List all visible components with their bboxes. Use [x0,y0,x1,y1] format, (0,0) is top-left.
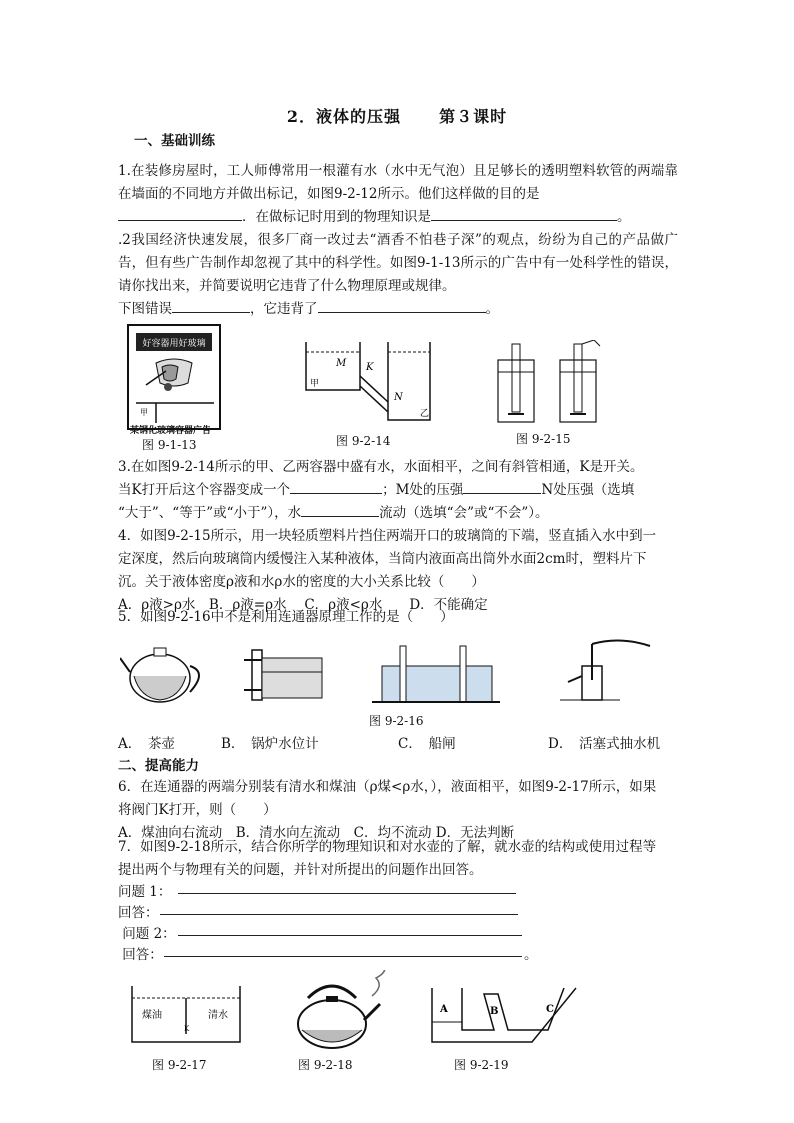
q7-question-2-line[interactable] [178,935,522,936]
section-basic: 一、基础训练 [134,133,215,149]
q1-mid: ．在做标记时用到的物理知识是 [242,209,431,225]
q3-l2b: ；M处的压强 [382,482,464,498]
q3-line-2 [118,479,678,502]
connected-vessels-examples [120,636,680,716]
q1-text: 1.在装修房屋时，工人师傅常用一根灌有水（水中无气泡）且足够长的透明塑料软管的两端靠在墙面的不同地方并做出标记，如图9-2-12所示。他们这样做的目的是 [118,163,678,202]
figure-9-2-16 [120,636,680,728]
figure-9-2-15 [494,340,604,450]
q3-line-1: 3.在如图9-2-14所示的甲、乙两容器中盛有水，水面相平，之间有斜管相通，K是开关。 [118,459,644,475]
q7-question-1-line[interactable] [178,893,516,894]
figure-9-2-16-caption: 图 9-2-16 [369,714,424,728]
q7-question-2-label: 问题 2： [118,926,176,942]
q6-line-1: 6．在连通器的两端分别装有清水和煤油（ρ煤<ρ水，），液面相平，如图9-2-17所示，如果 [118,779,657,795]
q7-question-1-label: 问题 1： [118,884,172,900]
question-2 [118,229,678,298]
figure-9-2-19 [428,984,578,1074]
ship-lock-icon [372,646,500,702]
figure-9-2-15-caption: 图 9-2-15 [516,432,571,446]
q4-line-3: 沉。关于液体密度ρ液和水ρ水的密度的大小关系比较（ ） [118,574,485,590]
figure-9-2-18-caption: 图 9-2-18 [298,1058,353,1072]
q5-option-d[interactable]: D． 活塞式抽水机 [548,736,661,752]
q5-option-a[interactable]: A． 茶壶 [118,736,175,752]
q3-blank-3[interactable] [301,502,379,517]
q2-line-c: 。 [485,301,499,317]
ad-label-jia: 甲 [140,408,148,417]
q2-line-a: 下图错误 [118,301,172,317]
label-c: C [546,1004,554,1015]
figure-9-2-19-caption: 图 9-2-19 [454,1058,509,1072]
q7-line-1: 7．如图9-2-18所示，结合你所学的物理知识和对水壶的了解，就水壶的结构或使用过程等 [118,839,657,855]
q3-l2a: 当K打开后这个容器变成一个 [118,482,291,498]
q5-stem: 5．如图9-2-16中不是利用连通器原理工作的是（ ） [118,609,454,625]
q3-line-3 [118,502,678,525]
question-7 [118,836,678,882]
q1-blank-2[interactable] [431,206,617,221]
q4-options[interactable]: A．ρ液>ρ水 B．ρ液=ρ水 C．ρ液<ρ水 D．不能确定 [118,597,488,613]
q1-blank-1[interactable] [118,206,242,221]
q2-text: .2我国经济快速发展，很多厂商一改过去“酒香不怕巷子深”的观点，纷纷为自己的产品做广告，但有些广告制作却忽视了其中的科学性。如图9-1-13所示的广告中有一处科学性的错误，请你找出来，并简要说明它违背了什么物理原理或规律。 [118,232,678,294]
oil-water-container [128,984,246,1052]
q6-options[interactable]: A．煤油向右流动 B．清水向左流动 C．均不流动 D．无法判断 [118,825,515,841]
q7-line-2: 提出两个与物理有关的问题，并针对所提出的问题作出回答。 [118,862,483,878]
ad-banner: 好容器用好玻璃 [142,339,206,349]
label-oil: 煤油 [142,1010,162,1021]
question-4 [118,525,678,617]
q2-blank-1[interactable] [172,298,250,313]
figure-9-2-18 [288,970,392,1074]
q3-l2c: N处压强（选填 [541,482,635,498]
label-k: K [366,362,374,373]
two-containers-diagram [304,340,444,430]
q1-blanks [118,206,678,229]
three-vessel-container [428,984,578,1052]
label-water: 清水 [208,1010,228,1021]
page-title [0,104,794,127]
q4-line-1: 4．如图9-2-15所示，用一块轻质塑料片挡住两端开口的玻璃筒的下端，竖直插入水中到一 [118,528,657,544]
label-k-valve: K [184,1025,190,1033]
label-jia: 甲 [310,379,320,389]
question-1 [118,160,678,206]
question-3 [118,456,678,525]
question-6 [118,776,678,845]
section-advanced: 二、提高能力 [118,758,199,774]
title-lesson: 第３课时 [439,107,508,126]
q3-l3b: 流动（选填“会”或“不会”）。 [379,505,549,521]
figure-9-1-13-caption: 图 9-1-13 [142,438,197,452]
q7-answer-2-line[interactable] [164,956,522,957]
glass-tube-diagram [494,340,604,428]
q7-answer-2-label: 回答： [118,947,163,963]
q6-line-2: 将阀门K打开，则（ ） [118,802,277,818]
label-b: B [490,1006,499,1017]
q3-l3a: “大于”、“等于”或“小于”），水 [118,505,302,521]
q2-blank-2[interactable] [318,298,486,313]
label-n: N [394,392,403,403]
q1-end: 。 [617,209,631,225]
title-main: 2．液体的压强 [286,107,402,126]
q4-line-2: 定深度，然后向玻璃筒内缓慢注入某种液体，当筒内液面高出筒外水面2cm时，塑料片下 [118,551,647,567]
q5-option-b[interactable]: B． 锅炉水位计 [221,736,319,752]
piston-pump-icon [560,640,650,700]
kettle-icon [288,970,392,1054]
q7-end: 。 [524,947,538,963]
teapot-icon [120,648,199,702]
figure-9-2-17-caption: 图 9-2-17 [152,1058,207,1072]
q7-answer-1-line[interactable] [160,914,518,915]
q5-option-c[interactable]: C． 船闸 [398,736,456,752]
figure-9-2-14-caption: 图 9-2-14 [336,434,391,448]
ad-caption: 某钢化玻璃容器广告 [130,426,212,436]
q7-answer-1-label: 回答： [118,905,159,921]
figure-9-2-14 [304,340,444,452]
q3-blank-1[interactable] [290,479,382,494]
figure-9-2-17 [128,984,246,1074]
figure-9-1-13 [126,323,222,451]
q3-blank-2[interactable] [463,479,541,494]
q2-blanks [118,298,678,321]
label-a: A [440,1004,448,1015]
glass-ad-illustration [126,323,222,433]
label-m: M [336,358,347,369]
label-yi: 乙 [420,409,430,419]
q2-line-b: ，它违背了 [250,301,318,317]
boiler-gauge-icon [244,650,322,700]
